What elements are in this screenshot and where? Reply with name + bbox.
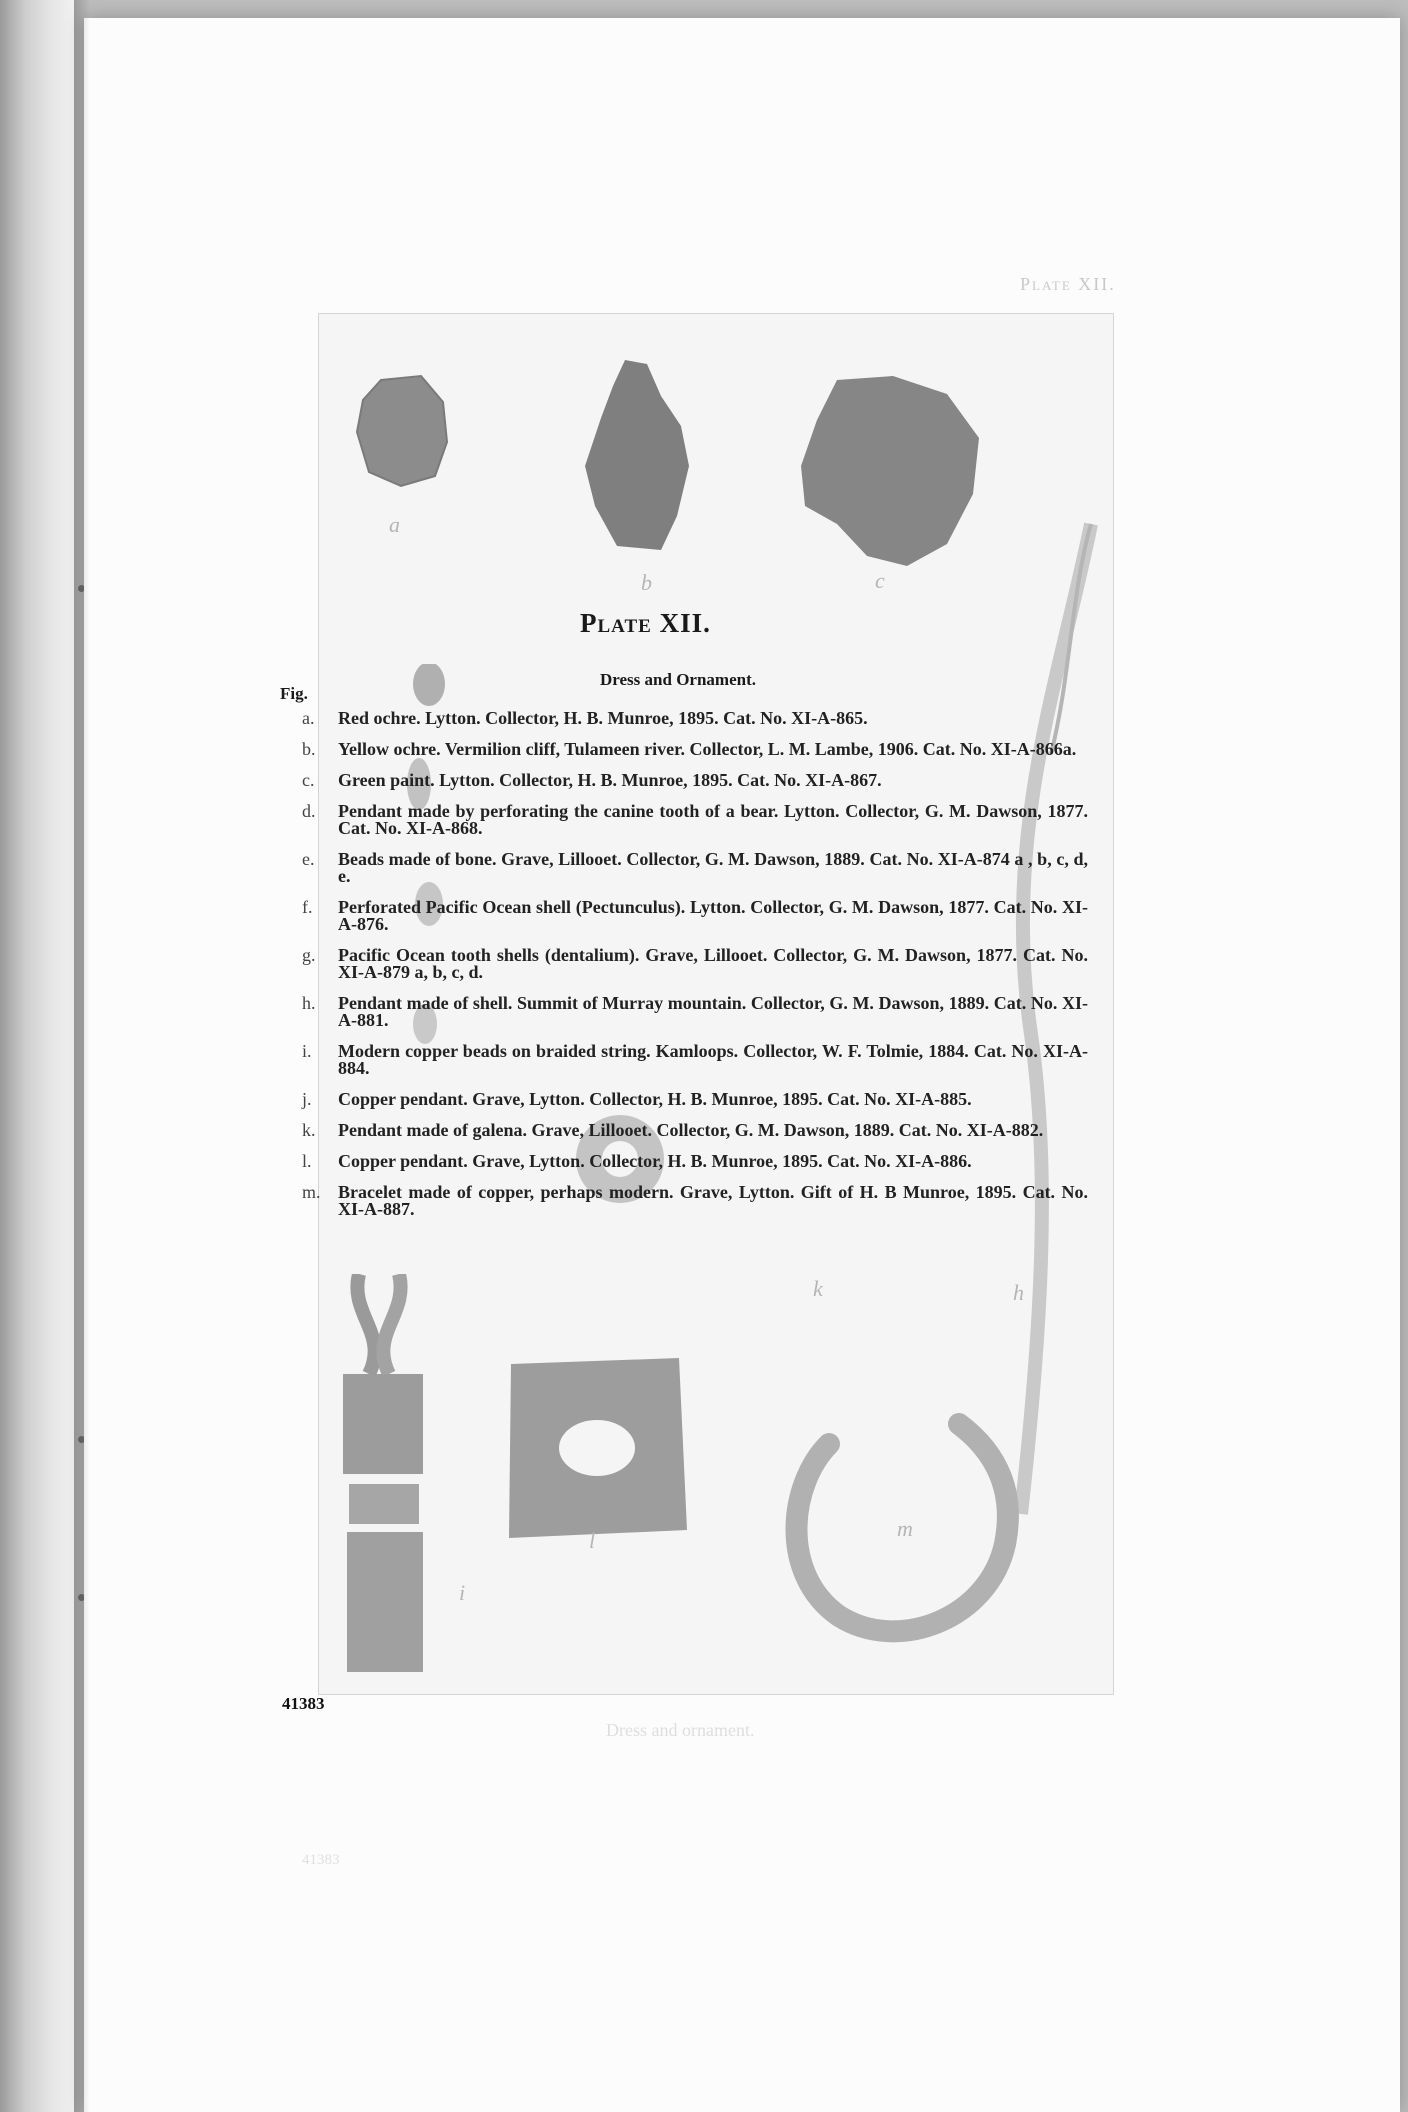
entry-text: Beads made of bone. Grave, Lillooet. Collector, G. M. Dawson, 1889. Cat. No. XI-A-874 a , b, c, d, e. [338, 849, 1088, 886]
caption-entry [280, 772, 1100, 789]
gutter-shadow [74, 0, 90, 2112]
artifact-a [351, 372, 451, 490]
caption-entry [280, 803, 1100, 837]
left-page-edge [0, 0, 74, 2112]
fig-heading: Fig. [280, 684, 308, 703]
entry-text: Modern copper beads on braided string. Kamloops. Collector, W. F. Tolmie, 1884. Cat. No. XI-A-884. [338, 1041, 1088, 1078]
entry-label: i. [302, 1041, 312, 1061]
entry-text: Copper pendant. Grave, Lytton. Collector, H. B. Munroe, 1895. Cat. No. XI-A-886. [338, 1151, 972, 1171]
caption-entry [280, 741, 1100, 758]
caption-entry [280, 710, 1100, 727]
figure-letter-l: l [589, 1528, 596, 1553]
entry-label: g. [302, 945, 316, 965]
entry-label: f. [302, 897, 313, 917]
entry-text: Pendant made by perforating the canine tooth of a bear. Lytton. Collector, G. M. Dawson, 1877. Cat. No. XI-A-868. [338, 801, 1088, 838]
entry-label: d. [302, 801, 316, 821]
plate-title: Plate XII. [580, 608, 711, 638]
figure-letter-h: h [1013, 1280, 1024, 1305]
entry-text: Yellow ochre. Vermilion cliff, Tulameen river. Collector, L. M. Lambe, 1906. Cat. No. XI-A-866a. [338, 739, 1077, 759]
entry-label: l. [302, 1151, 312, 1171]
plate-subtitle: Dress and Ornament. [600, 670, 756, 689]
artifact-i [329, 1274, 449, 1694]
caption-entry [280, 947, 1100, 981]
entry-label: e. [302, 849, 315, 869]
entry-label: k. [302, 1120, 316, 1140]
entry-text: Pendant made of galena. Grave, Lillooet. Collector, G. M. Dawson, 1889. Cat. No. XI-A-882. [338, 1120, 1044, 1140]
caption-entry [280, 1184, 1100, 1218]
entry-text: Pendant made of shell. Summit of Murray mountain. Collector, G. M. Dawson, 1889. Cat. No. XI-A-881. [338, 993, 1088, 1030]
entry-label: c. [302, 770, 315, 790]
caption-entry [280, 1153, 1100, 1170]
caption-entry [280, 851, 1100, 885]
entry-text: Perforated Pacific Ocean shell (Pectunculus). Lytton. Collector, G. M. Dawson, 1877. Cat. No. XI-A-876. [338, 897, 1088, 934]
caption-entry [280, 1122, 1100, 1139]
entry-text: Pacific Ocean tooth shells (dentalium). Grave, Lillooet. Collector, G. M. Dawson, 1877. Cat. No. XI-A-879 a, b, c, d. [338, 945, 1088, 982]
caption-entry [280, 1043, 1100, 1077]
figure-letter-k: k [813, 1276, 823, 1301]
entry-label: b. [302, 739, 316, 759]
figure-letter-a: a [389, 512, 400, 537]
figure-letter-b: b [641, 570, 652, 595]
entry-text: Green paint. Lytton. Collector, H. B. Munroe, 1895. Cat. No. XI-A-867. [338, 770, 882, 790]
figure-letter-m: m [897, 1516, 913, 1541]
entry-text: Bracelet made of copper, perhaps modern. Grave, Lytton. Gift of H. B Munroe, 1895. Cat. No. XI-A-887. [338, 1182, 1088, 1219]
caption-entries [280, 710, 1100, 1232]
caption-entry [280, 1091, 1100, 1108]
figure-letter-i: i [459, 1580, 466, 1605]
entry-text: Red ochre. Lytton. Collector, H. B. Munroe, 1895. Cat. No. XI-A-865. [338, 708, 868, 728]
plate-number: 41383 [282, 1694, 325, 1713]
entry-label: j. [302, 1089, 312, 1109]
figure-letter-c: c [875, 568, 885, 593]
entry-text: Copper pendant. Grave, Lytton. Collector, H. B. Munroe, 1895. Cat. No. XI-A-885. [338, 1089, 972, 1109]
entry-label: a. [302, 708, 315, 728]
bleed-through-number: 41383 [302, 1852, 340, 1868]
caption-entry [280, 995, 1100, 1029]
artifact-l [501, 1354, 691, 1544]
entry-label: h. [302, 993, 316, 1013]
artifact-b [577, 356, 695, 556]
caption-entry [280, 899, 1100, 933]
bleed-through-caption: Dress and ornament. [606, 1720, 755, 1740]
entry-label: m. [302, 1182, 321, 1202]
running-header: Plate XII. [1020, 274, 1116, 294]
